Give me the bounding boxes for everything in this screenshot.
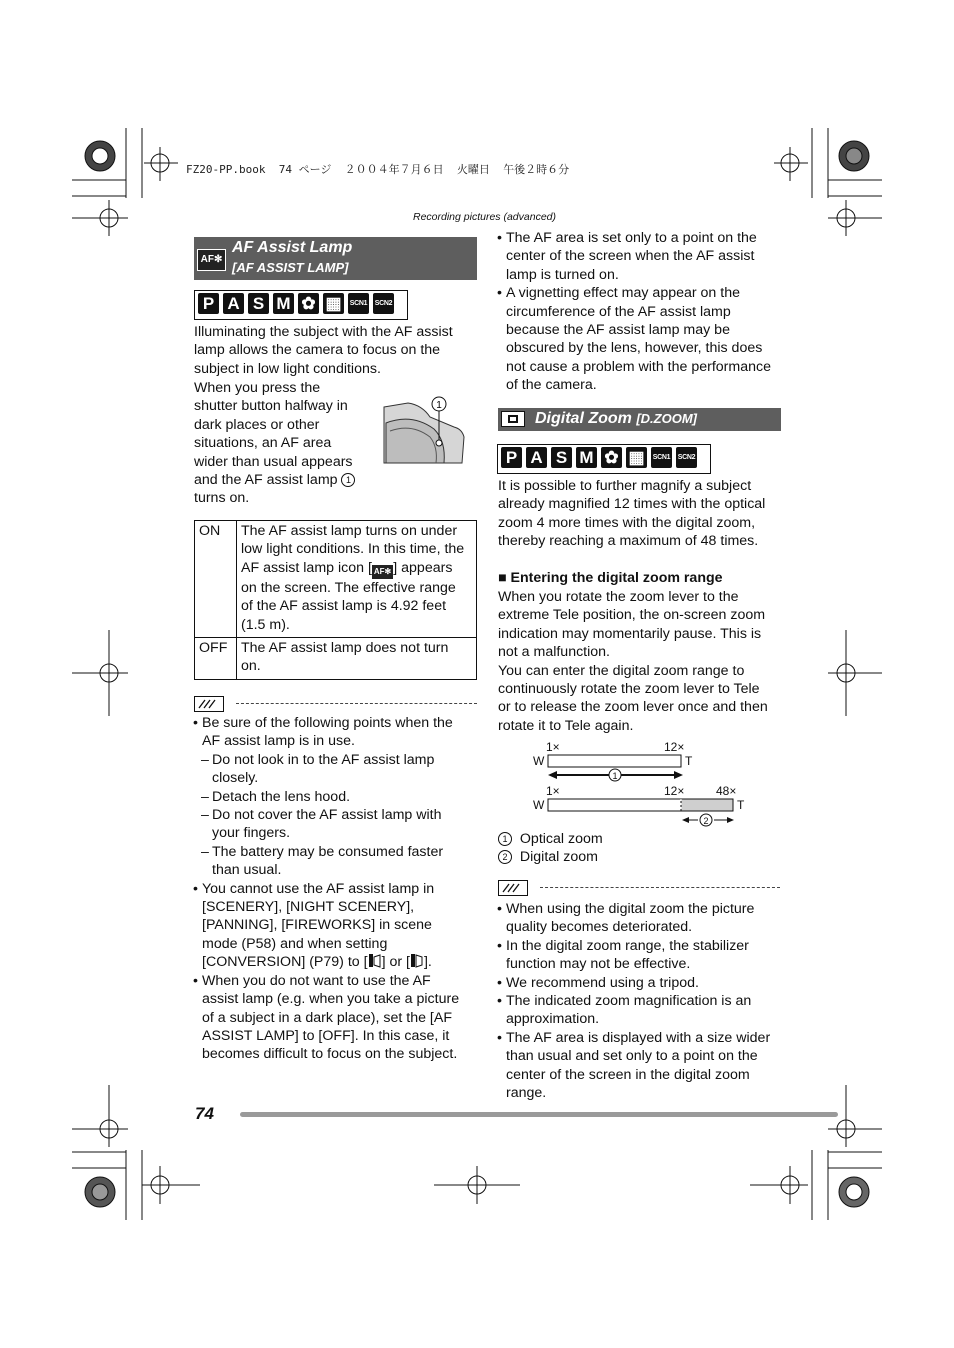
af-mode-table [194,520,477,680]
mode-m: M [273,293,294,314]
on-description: The AF assist lamp turns on under low light conditions. In this time, the AF assist lamp icon [ AF✻ ] appears on the screen. The effective range of the AF assist lamp is 4.92 feet (1.5 m). [237,521,477,638]
mode-p: P [198,293,219,314]
mode-a: A [223,293,244,314]
note-bullet: • Be sure of the following points when the AF assist lamp is in use. [193,714,483,751]
table-row [195,521,477,638]
label-12x-2: 12× [664,784,685,798]
note-bullet: • When you do not want to use the AF assist lamp (e.g. when you take a picture of a subject in a dark place), set the [AF ASSIST LAMP] to [OFF]. In this case, it becomes difficult to focus on the subject. [193,972,483,1064]
mark-1: 1 [612,771,618,781]
af-section-header [194,237,477,280]
dz-subheading: ■ Entering the digital zoom range [498,570,723,586]
note-bullet: • When using the digital zoom the picture quality becomes deteriorated. [497,900,787,937]
mode-scn1: SCN1 [348,293,369,314]
camera-af-lamp-illustration [382,395,468,465]
note-bullet: • The indicated zoom magnification is an approximation. [497,992,787,1029]
dz-section-header [498,408,781,431]
note-icon [194,696,224,712]
label-w: W [533,754,545,768]
note-subitem: – The battery may be consumed faster than usual. [193,843,483,880]
note-subitem: – Detach the lens hood. [193,788,483,806]
digital-zoom-icon [501,411,525,427]
running-header: Recording pictures (advanced) [413,211,556,223]
table-row [195,638,477,680]
zoom-range-diagram [528,738,758,830]
mode-m: M [576,447,597,468]
print-header: FZ20-PP.book 74 ページ ２００４年７月６日 火曜日 午後２時６分 [186,163,570,176]
note-bullet: • The AF area is displayed with a size wider than usual and set only to a point on the center of the screen in the digital zoom range. [497,1029,787,1103]
off-label: OFF [195,638,237,680]
dz-notes [497,900,787,1102]
zoom-legend [498,830,603,867]
af-notes [193,714,483,1064]
dz-paragraphs: When you rotate the zoom lever to the extreme Tele position, the on-screen zoom indication may momentarily pause. This is not a malfunction. You can enter the digital zoom range to continuously rotate the zoom lever to Tele or to release the zoom lever once and then rotate it to Tele again. [498,589,768,734]
af-section-title: AF Assist Lamp [232,239,353,256]
on-label: ON [195,521,237,638]
label-12x: 12× [664,740,685,754]
label-t: T [685,754,693,768]
af-section-subtitle: [AF ASSIST LAMP] [232,260,349,275]
mode-a: A [526,447,547,468]
mode-macro: ✿ [298,293,319,314]
dz-section-subtitle: [D.ZOOM] [636,411,697,426]
off-description: The AF assist lamp does not turn on. [237,638,477,680]
af-intro: Illuminating the subject with the AF assist lamp allows the camera to focus on the subject in low light conditions. [194,324,453,377]
af-icon: AF✻ [197,249,226,271]
mode-macro: ✿ [601,447,622,468]
mode-s: S [248,293,269,314]
note-bullet: • A vignetting effect may appear on the circumference of the AF assist lamp because the AF assist lamp may be obscured by the lens, however, this does not cause a problem with the performance of the camera. [497,284,787,394]
page-number: 74 [195,1104,214,1123]
note-subitem: – Do not look in to the AF assist lamp closely. [193,751,483,788]
mode-movie: ▦ [626,447,647,468]
mode-movie: ▦ [323,293,344,314]
dz-intro: It is possible to further magnify a subject already magnified 12 times with the optical zoom 4 more times with the digital zoom, thereby reaching a maximum of 48 times. [498,478,766,550]
note-bullet: • You cannot use the AF assist lamp in [SCENERY], [NIGHT SCENERY], [PANNING], [FIREWORKS] in scene mode (P58) and when setting [CONVERSION] (P79) to [ ] or [ ]. [193,880,483,972]
label-t-2: T [737,798,745,812]
right-top-bullets [497,229,787,395]
label-w-2: W [533,798,545,812]
mode-s: S [551,447,572,468]
note-bullet: • The AF area is set only to a point on the center of the screen when the AF assist lamp is turned on. [497,229,787,284]
label-1x: 1× [546,740,560,754]
legend-item: 2 Digital zoom [498,848,603,866]
mark-2: 2 [703,816,709,826]
note-divider [236,703,477,704]
mode-scn2: SCN2 [676,447,697,468]
conversion-tele-icon [410,953,424,969]
note-icon [498,880,528,896]
af-press-text: When you press the shutter button halfway in dark places or other situations, an AF area wider than usual appears and the AF assist lamp 1 turns on. [194,379,379,508]
note-bullet: • We recommend using a tripod. [497,974,787,992]
conversion-wide-icon [368,953,382,969]
callout-1-marker: 1 [341,473,355,487]
label-48x: 48× [716,784,737,798]
callout-1-label: 1 [436,400,442,411]
mode-scn1: SCN1 [651,447,672,468]
note-bullet: • In the digital zoom range, the stabilizer function may not be effective. [497,937,787,974]
af-mode-strip [194,290,408,320]
dz-section-title: Digital Zoom [535,410,632,427]
mode-p: P [501,447,522,468]
footer-rule [240,1112,838,1117]
mode-scn2: SCN2 [373,293,394,314]
legend-item: 1 Optical zoom [498,830,603,848]
af-assist-icon: AF✻ [372,565,393,579]
note-subitem: – Do not cover the AF assist lamp with your fingers. [193,806,483,843]
dz-mode-strip [497,444,711,474]
label-1x-2: 1× [546,784,560,798]
note-divider [540,887,780,888]
